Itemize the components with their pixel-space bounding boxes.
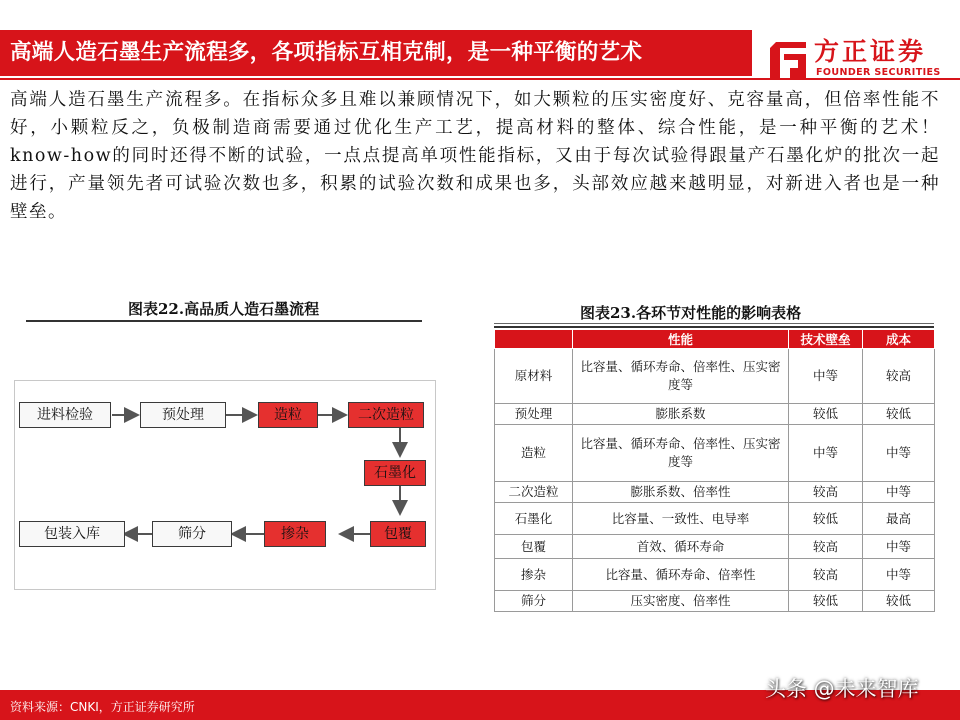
table-cell-performance: 比容量、循环寿命、倍率性	[573, 559, 789, 591]
table-cell-tech-barrier: 中等	[789, 349, 863, 404]
table-cell-tech-barrier: 较高	[789, 559, 863, 591]
table-cell-cost: 中等	[863, 535, 935, 559]
table-cell-cost: 中等	[863, 482, 935, 503]
table-cell-performance: 比容量、循环寿命、倍率性、压实密度等	[573, 425, 789, 482]
table-header-performance: 性能	[573, 330, 789, 349]
table-cell-tech-barrier: 较高	[789, 535, 863, 559]
table-cell-cost: 较低	[863, 404, 935, 425]
table-cell-stage: 造粒	[495, 425, 573, 482]
page-title: 高端人造石墨生产流程多，各项指标互相克制，是一种平衡的艺术	[10, 40, 643, 65]
flow-step-secondary-granulation: 二次造粒	[348, 402, 424, 428]
figure23-caption-rule	[494, 326, 934, 328]
table-cell-tech-barrier: 较高	[789, 482, 863, 503]
logo-text-cn: 方正证券	[814, 37, 927, 66]
table-cell-cost: 最高	[863, 503, 935, 535]
table-header-cost: 成本	[863, 330, 935, 349]
table-cell-stage: 掺杂	[495, 559, 573, 591]
flow-step-doping: 掺杂	[264, 521, 326, 547]
founder-logo-icon	[766, 38, 810, 82]
table-cell-performance: 比容量、一致性、电导率	[573, 503, 789, 535]
table-cell-tech-barrier: 中等	[789, 425, 863, 482]
table-row	[495, 404, 935, 425]
table-header-row	[495, 330, 935, 349]
table-cell-stage: 预处理	[495, 404, 573, 425]
flow-step-packaging-storage: 包装入库	[19, 521, 125, 547]
table-cell-tech-barrier: 较低	[789, 503, 863, 535]
flow-step-sieving: 筛分	[152, 521, 232, 547]
performance-table	[494, 329, 935, 612]
table-cell-performance: 比容量、循环寿命、倍率性、压实密度等	[573, 349, 789, 404]
footer-source: 资料来源：CNKI，方正证券研究所	[10, 700, 195, 714]
intro-paragraph: 高端人造石墨生产流程多。在指标众多且难以兼顾情况下，如大颗粒的压实密度好、克容量高，但倍率性能不好，小颗粒反之，负极制造商需要通过优化生产工艺，提高材料的整体、综合性能，是一种平衡的艺术！know-how的同时还得不断的试验，一点点提高单项性能指标，又由于每次试验得跟量产石墨化炉的批次一起进行，产量领先者可试验次数也多，积累的试验次数和成果也多，头部效应越来越明显，对新进入者也是一种壁垒。	[10, 90, 940, 222]
flow-step-granulation: 造粒	[258, 402, 318, 428]
table-cell-tech-barrier: 较低	[789, 591, 863, 612]
table-cell-stage: 石墨化	[495, 503, 573, 535]
logo-text-en: FOUNDER SECURITIES	[816, 67, 941, 78]
table-row	[495, 349, 935, 404]
table-cell-cost: 中等	[863, 559, 935, 591]
table-row	[495, 482, 935, 503]
figure23-caption-rule-top	[494, 323, 934, 324]
table-row	[495, 591, 935, 612]
header-bar	[0, 30, 752, 76]
table-cell-performance: 首效、循环寿命	[573, 535, 789, 559]
table-header-stage	[495, 330, 573, 349]
table-cell-stage: 包覆	[495, 535, 573, 559]
founder-logo	[766, 38, 956, 82]
table-cell-tech-barrier: 较低	[789, 404, 863, 425]
table-header-tech-barrier: 技术壁垒	[789, 330, 863, 349]
table-row	[495, 535, 935, 559]
table-cell-performance: 压实密度、倍率性	[573, 591, 789, 612]
figure23-caption: 图表23.各环节对性能的影响表格	[580, 304, 802, 322]
figure22-caption-rule	[26, 320, 422, 322]
table-cell-stage: 原材料	[495, 349, 573, 404]
flow-step-pretreatment: 预处理	[140, 402, 226, 428]
table-row	[495, 559, 935, 591]
flow-step-coating: 包覆	[370, 521, 426, 547]
table-row	[495, 503, 935, 535]
figure22-caption: 图表22.高品质人造石墨流程	[128, 300, 320, 318]
table-cell-cost: 较高	[863, 349, 935, 404]
table-cell-performance: 膨胀系数、倍率性	[573, 482, 789, 503]
table-cell-performance: 膨胀系数	[573, 404, 789, 425]
table-cell-stage: 筛分	[495, 591, 573, 612]
table-cell-cost: 中等	[863, 425, 935, 482]
table-cell-stage: 二次造粒	[495, 482, 573, 503]
watermark: 头条 @未来智库	[765, 677, 919, 701]
flow-step-incoming-inspection: 进料检验	[19, 402, 111, 428]
table-row	[495, 425, 935, 482]
flow-step-graphitization: 石墨化	[364, 460, 426, 486]
table-cell-cost: 较低	[863, 591, 935, 612]
